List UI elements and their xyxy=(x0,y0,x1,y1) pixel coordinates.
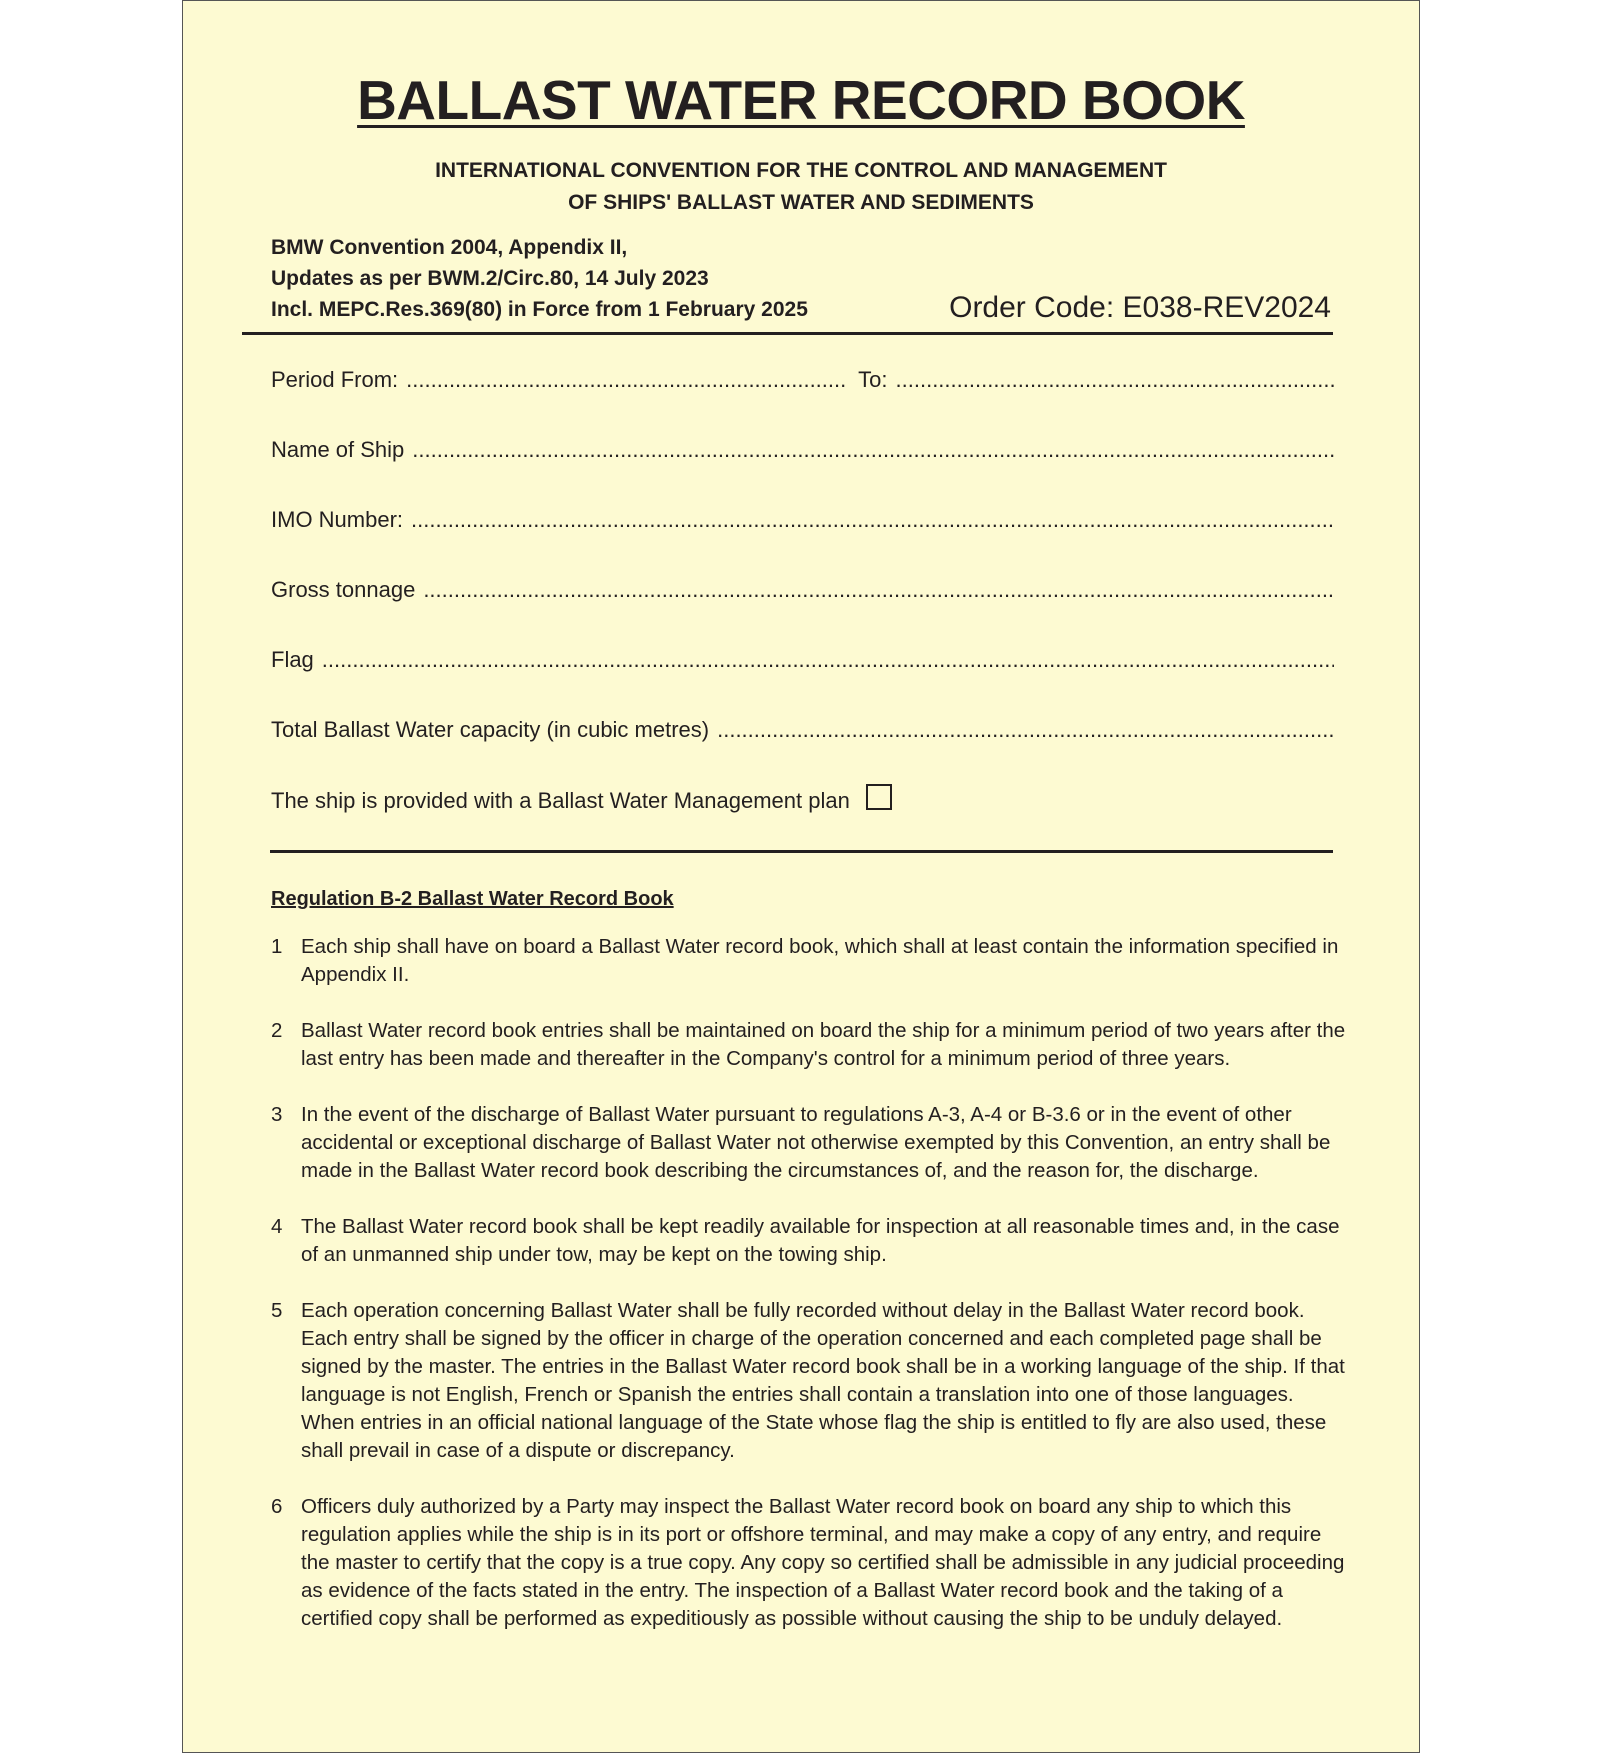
regulation-number: 6 xyxy=(271,1495,283,1518)
regulation-text: Ballast Water record book entries shall be maintained on board the ship for a minimum period of two years after the last entry has been made and thereafter in the Company's control for a minimum period of three years. xyxy=(301,1019,1346,1070)
ship-name-field[interactable] xyxy=(412,435,1334,465)
flag-row xyxy=(271,645,1334,715)
regulation-item xyxy=(271,1493,1346,1633)
convention-subtitle xyxy=(183,155,1419,219)
regulation-item xyxy=(271,1297,1346,1465)
period-to-label: To: xyxy=(858,367,888,392)
period-row xyxy=(271,365,1334,435)
gross-tonnage-field[interactable] xyxy=(423,575,1334,605)
imo-number-field[interactable] xyxy=(411,505,1334,535)
management-plan-row xyxy=(271,781,1334,821)
period-to-field[interactable] xyxy=(896,365,1334,395)
capacity-row xyxy=(271,715,1334,785)
regulation-text: Each operation concerning Ballast Water shall be fully recorded without delay in the Ballast Water record book. Each entry shall be signed by the officer in charge of the operation concerned and each completed page shall be signed by the master. The entries in the Ballast Water record book shall be in a working language of the ship. If that language is not English, French or Spanish the entries shall contain a translation into one of those languages. When entries in an official national language of the State whose flag the ship is entitled to fly are also used, these shall prevail in case of a dispute or discrepancy. xyxy=(301,1299,1345,1462)
regulation-item xyxy=(271,933,1346,989)
management-plan-label: The ship is provided with a Ballast Water Management plan xyxy=(271,788,850,813)
regulation-text: In the event of the discharge of Ballast Water pursuant to regulations A-3, A-4 or B-3.6 or in the event of other accidental or exceptional discharge of Ballast Water not otherwise exempted by this Convention, an entry shall be made in the Ballast Water record book describing the circumstances of, and the reason for, the discharge. xyxy=(301,1103,1331,1182)
gross-tonnage-row xyxy=(271,575,1334,645)
regulation-number: 5 xyxy=(271,1299,283,1322)
regulation-number: 2 xyxy=(271,1019,283,1042)
gross-tonnage-label: Gross tonnage xyxy=(271,577,416,602)
ship-name-row xyxy=(271,435,1334,505)
convention-references xyxy=(271,232,808,325)
period-from-field[interactable] xyxy=(406,365,846,395)
capacity-label: Total Ballast Water capacity (in cubic metres) xyxy=(271,717,710,742)
management-plan-checkbox[interactable] xyxy=(866,784,892,810)
reference-line-3: Incl. MEPC.Res.369(80) in Force from 1 February 2025 xyxy=(271,298,808,321)
regulation-text: Each ship shall have on board a Ballast Water record book, which shall at least contain the information specified in Appendix II. xyxy=(301,935,1339,986)
regulation-text: The Ballast Water record book shall be kept readily available for inspection at all reasonable times and, in the case of an unmanned ship under tow, may be kept on the towing ship. xyxy=(301,1215,1340,1266)
ship-details-form xyxy=(271,365,1334,821)
regulation-item xyxy=(271,1017,1346,1073)
regulation-number: 4 xyxy=(271,1215,283,1238)
page-title xyxy=(183,67,1419,133)
flag-label: Flag xyxy=(271,647,314,672)
regulation-number: 3 xyxy=(271,1103,283,1126)
period-from-label: Period From: xyxy=(271,367,399,392)
header-divider xyxy=(242,332,1333,335)
regulation-list xyxy=(271,933,1346,1661)
flag-field[interactable] xyxy=(322,645,1334,675)
order-code: Order Code: E038-REV2024 xyxy=(949,291,1331,324)
regulation-heading: Regulation B-2 Ballast Water Record Book xyxy=(271,888,674,910)
subtitle-line-1: INTERNATIONAL CONVENTION FOR THE CONTROL AND MANAGEMENT xyxy=(435,159,1167,182)
ship-name-label: Name of Ship xyxy=(271,437,405,462)
imo-number-label: IMO Number: xyxy=(271,507,404,532)
regulation-item xyxy=(271,1213,1346,1269)
section-divider xyxy=(270,850,1333,853)
regulation-item xyxy=(271,1101,1346,1185)
record-book-page xyxy=(182,0,1420,1753)
subtitle-line-2: OF SHIPS' BALLAST WATER AND SEDIMENTS xyxy=(568,191,1034,214)
capacity-field[interactable] xyxy=(717,715,1334,745)
regulation-text: Officers duly authorized by a Party may inspect the Ballast Water record book on board any ship to which this regulation applies while the ship is in its port or offshore terminal, and may make a copy of any entry, and require the master to certify that the copy is a true copy. Any copy so certified shall be admissible in any judicial proceeding as evidence of the facts stated in the entry. The inspection of a Ballast Water record book and the taking of a certified copy shall be performed as expeditiously as possible without causing the ship to be unduly delayed. xyxy=(301,1495,1345,1630)
regulation-number: 1 xyxy=(271,935,283,958)
imo-row xyxy=(271,505,1334,575)
reference-line-2: Updates as per BWM.2/Circ.80, 14 July 2023 xyxy=(271,267,709,290)
page-title-text: BALLAST WATER RECORD BOOK xyxy=(357,69,1245,131)
reference-line-1: BMW Convention 2004, Appendix II, xyxy=(271,236,628,259)
